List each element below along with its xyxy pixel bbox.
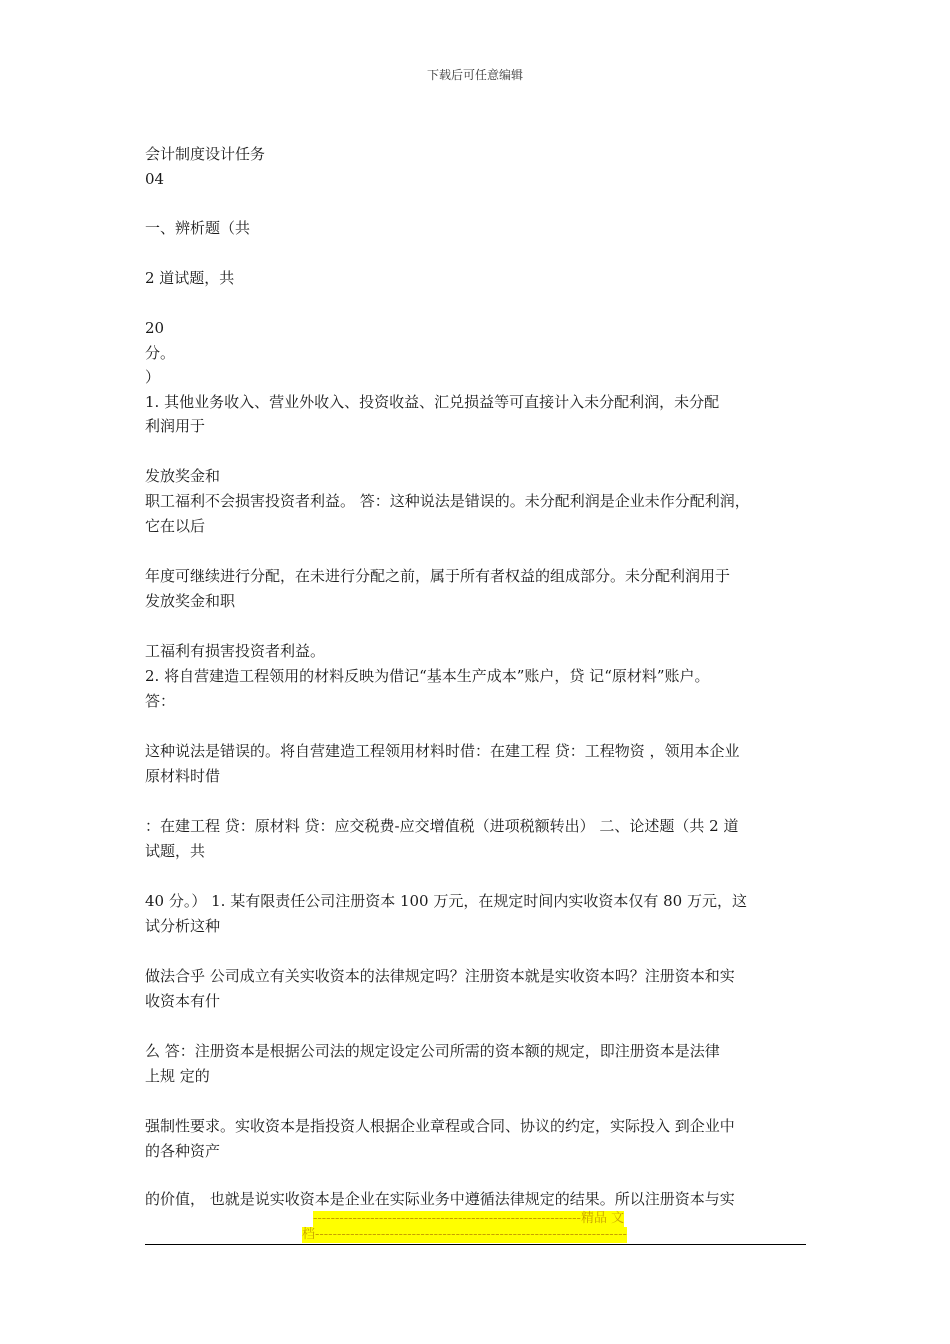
text-line: 的价值， 也就是说实收资本是企业在实际业务中遵循法律规定的结果。所以注册资本与实 bbox=[145, 1190, 735, 1208]
text-line: 原材料时借 bbox=[145, 767, 221, 785]
text-line: 试题，共 bbox=[145, 842, 206, 860]
question-1: 1. 其他业务收入、营业外收入、投资收益、汇兑损益等可直接计入未分配利润，未分配 bbox=[145, 393, 720, 411]
text-line: 分。 bbox=[145, 344, 176, 362]
doc-title: 会计制度设计任务 bbox=[145, 145, 266, 163]
footer-divider bbox=[145, 1244, 806, 1245]
footer-watermark-line2: 档----------------------------------------------------------------------- bbox=[302, 1227, 627, 1242]
question-3: 40 分。） 1. 某有限责任公司注册资本 100 万元，在规定时间内实收资本仅有 80 万元，这 bbox=[145, 892, 747, 910]
section-heading-1: 一、辨析题（共 bbox=[145, 219, 251, 237]
text-line: 的各种资产 bbox=[145, 1142, 221, 1160]
text-line: 2 道试题，共 bbox=[145, 269, 235, 287]
footer-watermark-line1: -------------------------------------------------------------精品 文 bbox=[313, 1211, 625, 1226]
answer-1: 职工福利不会损害投资者利益。 答：这种说法是错误的。未分配利润是企业未作分配利润， bbox=[145, 492, 750, 510]
text-line: 做法合乎 公司成立有关实收资本的法律规定吗？注册资本就是实收资本吗？注册资本和实 bbox=[145, 967, 735, 985]
text-line: 上规 定的 bbox=[145, 1067, 210, 1085]
text-line: 发放奖金和职 bbox=[145, 592, 236, 610]
text-line: 发放奖金和 bbox=[145, 467, 221, 485]
text-line: 工福利有损害投资者利益。 bbox=[145, 642, 326, 660]
text-line: ） bbox=[145, 368, 161, 386]
text-line: 利润用于 bbox=[145, 417, 206, 435]
text-line: 收资本有什 bbox=[145, 992, 221, 1010]
doc-number: 04 bbox=[145, 170, 165, 188]
text-line: ：在建工程 贷：原材料 贷：应交税费-应交增值税（进项税额转出） 二、论述题（共 2 道 bbox=[145, 817, 739, 835]
page-header: 下载后可任意编辑 bbox=[426, 68, 523, 82]
answer-2: 这种说法是错误的。将自营建造工程领用材料时借：在建工程 贷：工程物资 ，领用本企业 bbox=[145, 742, 740, 760]
text-line: 答： bbox=[145, 692, 176, 710]
text-line: 试分析这种 bbox=[145, 917, 221, 935]
text-line: 年度可继续进行分配，在未进行分配之前，属于所有者权益的组成部分。未分配利润用于 bbox=[145, 567, 731, 585]
answer-3: 么 答：注册资本是根据公司法的规定设定公司所需的资本额的规定，即注册资本是法律 bbox=[145, 1042, 720, 1060]
text-line: 它在以后 bbox=[145, 517, 206, 535]
text-line: 强制性要求。实收资本是指投资人根据企业章程或合同、协议的约定，实际投入 到企业中 bbox=[145, 1117, 735, 1135]
question-2: 2. 将自营建造工程领用的材料反映为借记“基本生产成本”账户，贷 记“原材料”账户。 bbox=[145, 667, 710, 685]
text-line: 20 bbox=[145, 319, 165, 337]
